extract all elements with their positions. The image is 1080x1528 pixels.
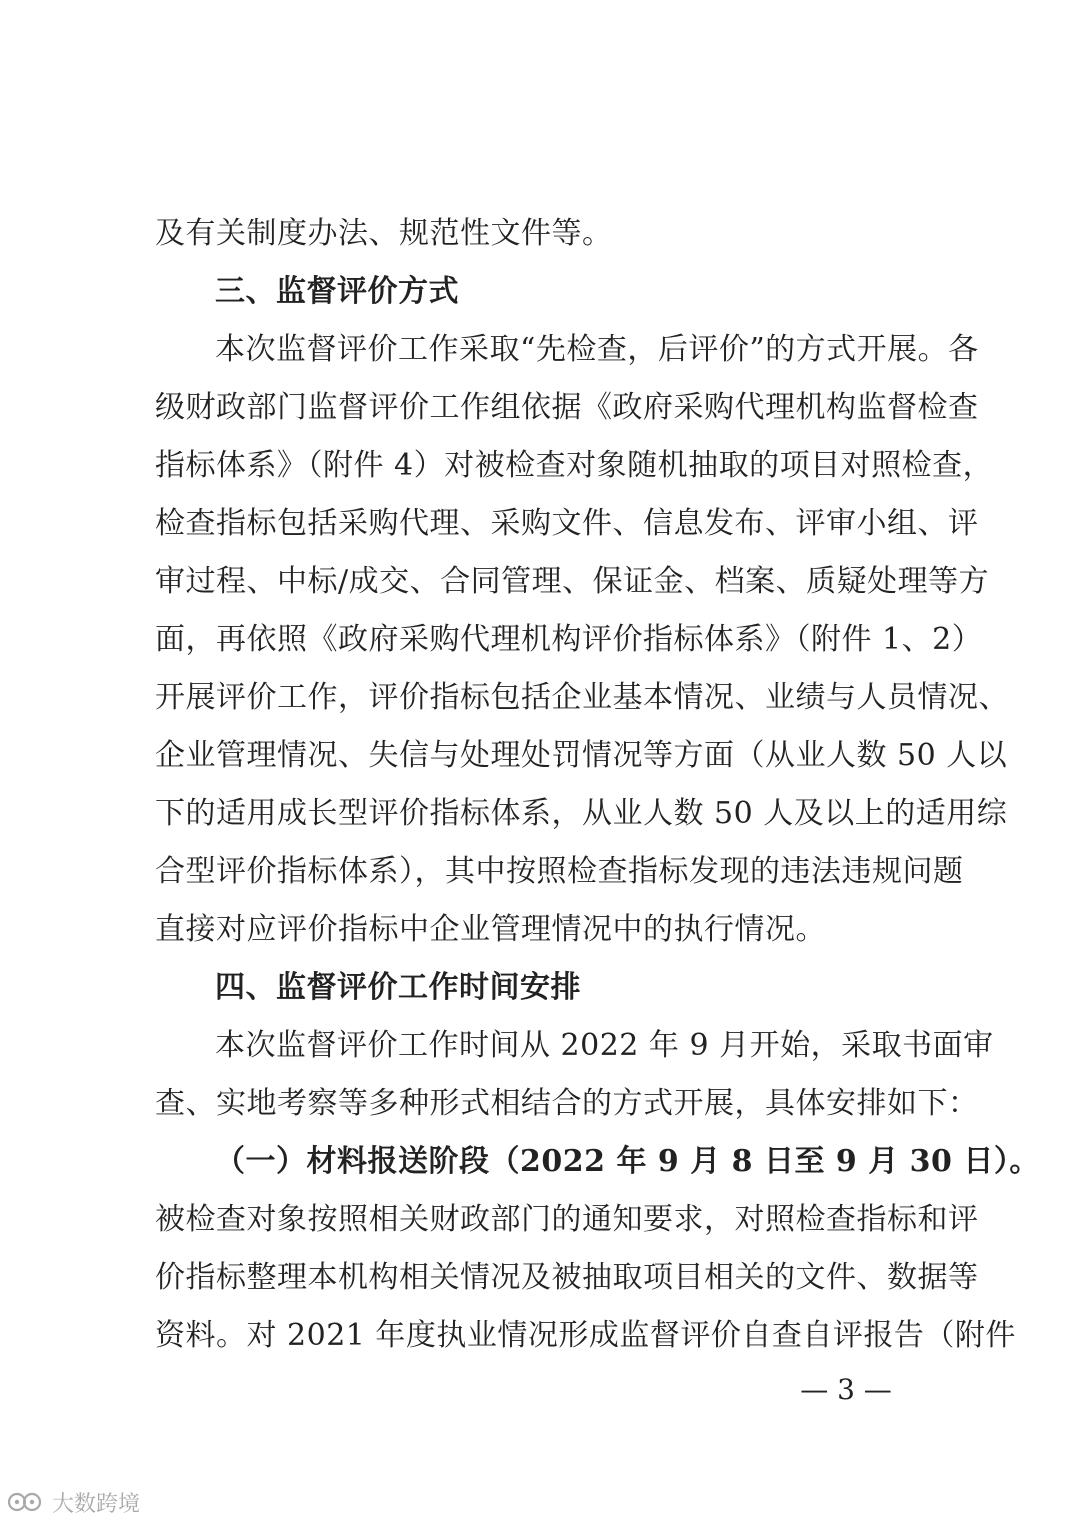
paragraph-line: 检查指标包括采购代理、采购文件、信息发布、评审小组、评 <box>155 506 979 541</box>
paragraph-line: 价指标整理本机构相关情况及被抽取项目相关的文件、数据等 <box>155 1260 979 1295</box>
paragraph-line: 资料。对 2021 年度执业情况形成监督评价自查自评报告（附件 <box>155 1318 1016 1353</box>
paragraph-line: 面，再依照《政府采购代理机构评价指标体系》（附件 1、2） <box>155 622 983 657</box>
page-number: — 3 — <box>800 1373 892 1406</box>
paragraph-line: 开展评价工作，评价指标包括企业基本情况、业绩与人员情况、 <box>155 680 1009 715</box>
subsection-heading: （一）材料报送阶段（2022 年 9 月 8 日至 9 月 30 日）。 <box>215 1144 1040 1179</box>
paragraph-line: 企业管理情况、失信与处理处罚情况等方面（从业人数 50 人以 <box>155 738 1008 773</box>
paragraph-line: 指标体系》（附件 4）对被检查对象随机抽取的项目对照检查， <box>155 448 994 483</box>
paragraph-line: 查、实地考察等多种形式相结合的方式开展，具体安排如下： <box>155 1086 979 1121</box>
paragraph-line: 合型评价指标体系），其中按照检查指标发现的违法违规问题 <box>155 854 964 889</box>
section-heading: 三、监督评价方式 <box>215 274 459 309</box>
section-heading: 四、监督评价工作时间安排 <box>215 970 581 1005</box>
paragraph-line: 审过程、中标/成交、合同管理、保证金、档案、质疑处理等方 <box>155 564 990 599</box>
text-line: 及有关制度办法、规范性文件等。 <box>155 216 613 251</box>
watermark <box>6 1485 140 1519</box>
watermark-logo-icon <box>6 1488 46 1516</box>
paragraph-line: 本次监督评价工作采取“先检查，后评价”的方式开展。各 <box>215 332 979 367</box>
paragraph-line: 级财政部门监督评价工作组依据《政府采购代理机构监督检查 <box>155 390 979 425</box>
paragraph-line: 本次监督评价工作时间从 2022 年 9 月开始，采取书面审 <box>215 1028 994 1063</box>
paragraph-line: 被检查对象按照相关财政部门的通知要求，对照检查指标和评 <box>155 1202 979 1237</box>
paragraph-line: 下的适用成长型评价指标体系，从业人数 50 人及以上的适用综 <box>155 796 1008 831</box>
paragraph-line: 直接对应评价指标中企业管理情况中的执行情况。 <box>155 912 826 947</box>
watermark-text: 大数跨境 <box>52 1491 141 1517</box>
